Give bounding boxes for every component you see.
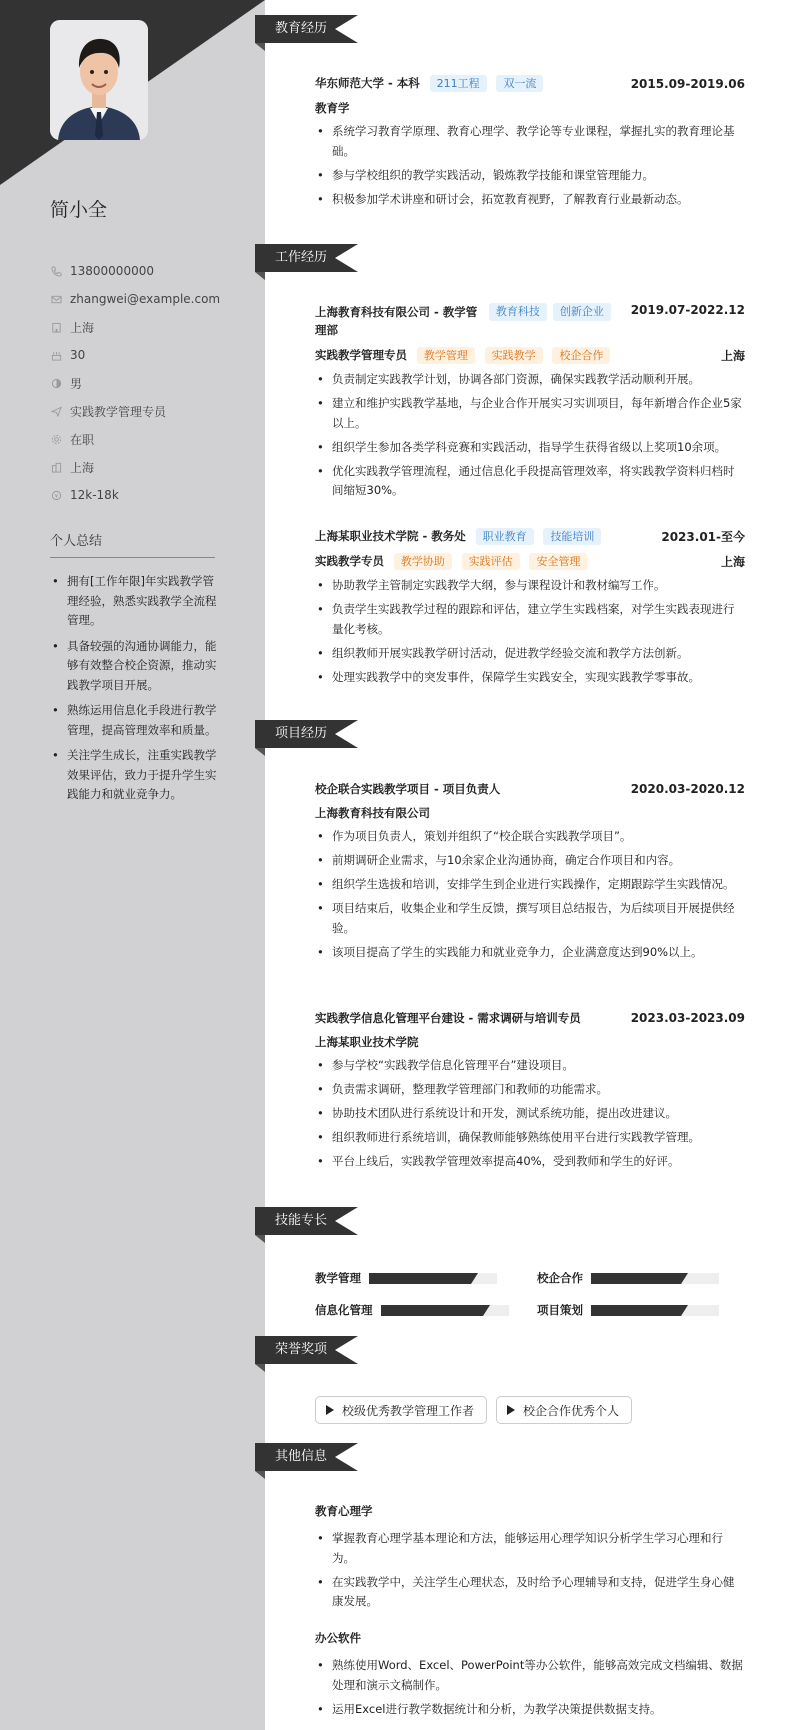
section-header-education	[255, 15, 335, 43]
group-title: 办公软件	[315, 1631, 361, 1645]
section-title: 教育经历	[255, 15, 335, 43]
skill-bar	[591, 1273, 719, 1284]
list-item: • 组织教师进行系统培训，确保教师能够熟练使用平台进行实践教学管理。	[315, 1128, 745, 1148]
section-title: 项目经历	[255, 720, 335, 748]
salary-text: 12k-18k	[70, 488, 119, 502]
award-badge	[496, 1396, 632, 1424]
list-item: • 熟练使用Word、Excel、PowerPoint等办公软件，能够高效完成文档编辑、数据处理和演示文稿制作。	[315, 1656, 745, 1695]
skill-name: 信息化管理	[315, 1303, 373, 1317]
company-name: 上海教育科技有限公司 - 教学管理部	[315, 305, 478, 337]
location-item	[50, 313, 220, 341]
role: 实践教学管理专员	[315, 348, 407, 362]
bullet-list	[315, 827, 745, 962]
section-header-work	[255, 244, 335, 272]
list-item: • 参与学校组织的教学实践活动，锻炼教学技能和课堂管理能力。	[315, 166, 745, 186]
skill-tag: 校企合作	[552, 347, 610, 364]
section-title: 工作经历	[255, 244, 335, 272]
list-item: • 负责学生实践教学过程的跟踪和评估，建立学生实践档案，对学生实践表现进行量化考核。	[315, 600, 745, 639]
status-item	[50, 425, 220, 453]
location-text: 上海	[70, 320, 95, 335]
section-title: 其他信息	[255, 1443, 335, 1471]
phone-item	[50, 257, 220, 285]
phone-icon	[50, 265, 62, 277]
gender-item	[50, 369, 220, 397]
list-item: • 组织教师开展实践教学研讨活动，促进教学经验交流和教学方法创新。	[315, 644, 745, 664]
school-name: 华东师范大学 - 本科	[315, 76, 420, 90]
award-badge	[315, 1396, 487, 1424]
list-item: • 优化实践教学管理流程，通过信息化手段提高管理效率，将实践教学资料归档时间缩短30%。	[315, 462, 745, 501]
section-header-projects	[255, 720, 335, 748]
award-label: 校企合作优秀个人	[523, 1403, 620, 1418]
send-icon	[50, 405, 62, 417]
list-item: • 作为项目负责人，策划并组织了“校企联合实践教学项目”。	[315, 827, 745, 847]
skill-name: 项目策划	[537, 1303, 583, 1317]
skill-tag: 实践教学	[485, 347, 543, 364]
date: 2020.03-2020.12	[630, 782, 745, 796]
play-icon	[326, 1405, 334, 1415]
age-item	[50, 341, 220, 369]
salary-item	[50, 481, 220, 509]
section-title: 荣誉奖项	[255, 1336, 335, 1364]
company-name: 上海某职业技术学院 - 教务处	[315, 529, 466, 543]
target-city-item	[50, 453, 220, 481]
skill-bar	[591, 1305, 719, 1316]
position-item	[50, 397, 220, 425]
bullet-list	[315, 1056, 745, 1172]
bullet-list	[315, 1529, 745, 1612]
bullet-list	[315, 1656, 745, 1719]
summary-item: • 熟练运用信息化手段进行教学管理，提高管理效率和质量。	[50, 701, 218, 740]
list-item: • 前期调研企业需求，与10余家企业沟通协商，确定合作项目和内容。	[315, 851, 745, 871]
tag: 211工程	[430, 75, 487, 92]
skill-name: 教学管理	[315, 1271, 361, 1285]
work-entry-2	[315, 528, 745, 692]
bullet-list	[315, 122, 745, 209]
email-text: zhangwei@example.com	[70, 292, 221, 306]
list-item: • 处理实践教学中的突发事件，保障学生实践安全，实现实践教学零事故。	[315, 668, 745, 688]
main-content	[265, 0, 794, 1730]
project-entry-1	[315, 781, 745, 967]
gender-text: 男	[70, 376, 83, 391]
svg-text:¥: ¥	[54, 493, 58, 500]
summary-title: 个人总结	[50, 530, 215, 558]
skill-item	[537, 1302, 719, 1318]
education-entry	[315, 75, 745, 214]
skill-tag: 教学协助	[394, 553, 452, 570]
list-item: • 建立和维护实践教学基地，与企业合作开展实习实训项目，每年新增合作企业5家以上。	[315, 394, 745, 433]
list-item: • 运用Excel进行教学数据统计和分析，为教学决策提供数据支持。	[315, 1700, 745, 1720]
skill-tag: 实践评估	[462, 553, 520, 570]
list-item: • 项目结束后，收集企业和学生反馈，撰写项目总结报告，为后续项目开展提供经验。	[315, 899, 745, 938]
date: 2023.01-至今	[661, 530, 745, 544]
list-item: • 参与学校“实践教学信息化管理平台”建设项目。	[315, 1056, 745, 1076]
position-text: 实践教学管理专员	[70, 404, 167, 419]
skill-bar-fill	[381, 1305, 483, 1316]
list-item: • 负责制定实践教学计划，协调各部门资源，确保实践教学活动顺利开展。	[315, 370, 745, 390]
city: 上海	[720, 555, 745, 569]
work-entry-1	[315, 303, 745, 505]
date: 2023.03-2023.09	[630, 1011, 745, 1025]
summary-item: • 具备较强的沟通协调能力，能够有效整合校企资源，推动实践教学项目开展。	[50, 637, 218, 696]
project-name: 校企联合实践教学项目 - 项目负责人	[315, 782, 501, 796]
money-icon	[50, 489, 62, 501]
role: 实践教学专员	[315, 554, 384, 568]
candidate-name: 简小全	[50, 199, 108, 221]
sidebar	[0, 0, 265, 1730]
tag: 技能培训	[543, 528, 601, 545]
list-item: • 负责需求调研，整理教学管理部门和教师的功能需求。	[315, 1080, 745, 1100]
date: 2015.09-2019.06	[630, 76, 745, 91]
list-item: • 在实践教学中，关注学生心理状态，及时给予心理辅导和支持，促进学生身心健康发展。	[315, 1573, 745, 1612]
bullet-list	[315, 370, 745, 501]
tag: 职业教育	[476, 528, 534, 545]
skill-tag: 安全管理	[529, 553, 587, 570]
contact-info-list	[50, 257, 220, 509]
skill-name: 校企合作	[537, 1271, 583, 1285]
tag: 创新企业	[553, 303, 611, 321]
summary-list	[50, 572, 218, 811]
section-title: 技能专长	[255, 1207, 335, 1235]
list-item: • 掌握教育心理学基本理论和方法，能够运用心理学知识分析学生学习心理和行为。	[315, 1529, 745, 1568]
list-item: • 协助技术团队进行系统设计和开发，测试系统功能，提出改进建议。	[315, 1104, 745, 1124]
skill-item	[315, 1270, 497, 1286]
skill-bar	[381, 1305, 509, 1316]
section-header-other	[255, 1443, 335, 1471]
group-title: 教育心理学	[315, 1504, 373, 1518]
list-item: • 系统学习教育学原理、教育心理学、教学论等专业课程，掌握扎实的教育理论基础。	[315, 122, 745, 161]
bullet-list	[315, 576, 745, 687]
avatar	[50, 20, 148, 140]
mail-icon	[50, 293, 62, 305]
project-entry-2	[315, 1010, 745, 1176]
age-text: 30	[70, 348, 86, 362]
city-icon	[50, 461, 62, 473]
award-label: 校级优秀教学管理工作者	[342, 1403, 475, 1418]
project-org: 上海教育科技有限公司	[315, 806, 430, 820]
project-name: 实践教学信息化管理平台建设 - 需求调研与培训专员	[315, 1011, 581, 1025]
phone-text: 13800000000	[70, 264, 154, 278]
other-group-1	[315, 1503, 745, 1616]
gear-icon	[50, 433, 62, 445]
list-item: • 该项目提高了学生的实践能力和就业竞争力，企业满意度达到90%以上。	[315, 943, 745, 963]
section-header-awards	[255, 1336, 335, 1364]
major: 教育学	[315, 101, 350, 115]
summary-item: • 关注学生成长，注重实践教学效果评估，致力于提升学生实践能力和就业竞争力。	[50, 746, 218, 805]
tag: 双一流	[496, 75, 543, 92]
other-group-2	[315, 1630, 745, 1724]
status-text: 在职	[70, 432, 95, 447]
skill-bar	[369, 1273, 497, 1284]
section-header-skills	[255, 1207, 335, 1235]
building-icon	[50, 321, 62, 333]
target-city-text: 上海	[70, 460, 95, 475]
summary-item: • 拥有[工作年限]年实践教学管理经验，熟悉实践教学全流程管理。	[50, 572, 218, 631]
list-item: • 组织学生参加各类学科竞赛和实践活动，指导学生获得省级以上奖项10余项。	[315, 438, 745, 458]
date: 2019.07-2022.12	[630, 303, 745, 317]
skill-bar-fill	[591, 1305, 681, 1316]
city: 上海	[720, 349, 745, 363]
cake-icon	[50, 349, 62, 361]
skill-item	[315, 1302, 509, 1318]
project-org: 上海某职业技术学院	[315, 1035, 419, 1049]
list-item: • 平台上线后，实践教学管理效率提高40%，受到教师和学生的好评。	[315, 1152, 745, 1172]
skill-tag: 教学管理	[417, 347, 475, 364]
list-item: • 组织学生选拔和培训，安排学生到企业进行实践操作，定期跟踪学生实践情况。	[315, 875, 745, 895]
gender-icon	[50, 377, 62, 389]
skill-bar-fill	[369, 1273, 471, 1284]
play-icon	[507, 1405, 515, 1415]
list-item: • 协助教学主管制定实践教学大纲，参与课程设计和教材编写工作。	[315, 576, 745, 596]
tag: 教育科技	[489, 303, 547, 321]
skill-item	[537, 1270, 719, 1286]
list-item: • 积极参加学术讲座和研讨会，拓宽教育视野，了解教育行业最新动态。	[315, 190, 745, 210]
skill-bar-fill	[591, 1273, 681, 1284]
email-item	[50, 285, 220, 313]
